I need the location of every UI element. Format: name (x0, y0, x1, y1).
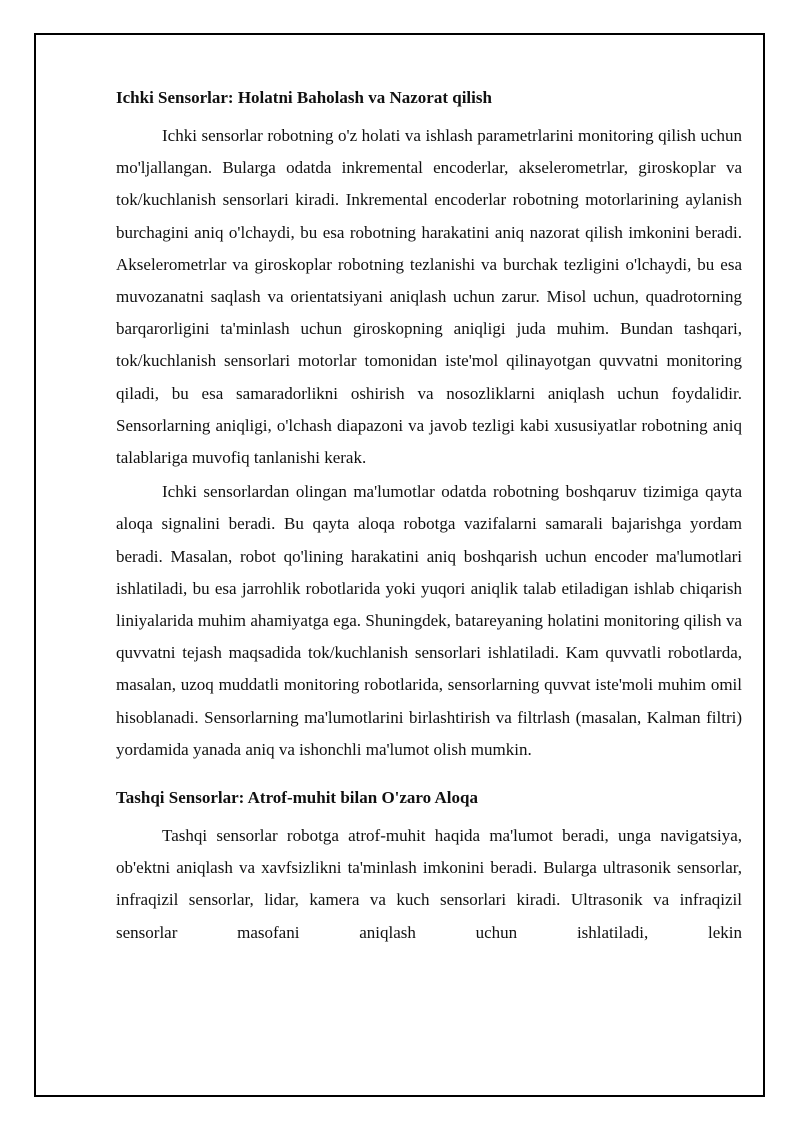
section-heading-internal-sensors: Ichki Sensorlar: Holatni Baholash va Nazorat qilish (116, 88, 492, 107)
paragraph: Tashqi sensorlar robotga atrof-muhit haqida ma'lumot beradi, unga navigatsiya, ob'ektni aniqlash va xavfsizlikni ta'minlash imkonini beradi. Bularga ultrasonik sensorlar, infraqizil sensorlar, lidar, kamera va kuch sensorlari kiradi. Ultrasonik va infraqizil sensorlar masofani aniqlash uchun ishlatiladi, lekin (116, 826, 742, 942)
document-body (116, 86, 742, 951)
paragraph: Ichki sensorlar robotning o'z holati va ishlash parametrlarini monitoring qilish uchun mo'ljallangan. Bularga odatda inkremental encoderlar, akselerometrlar, giroskoplar va tok/kuchlanish sensorlari kiradi. Inkremental encoderlar robotning motorlarining aylanish burchagini aniq o'lchaydi, bu esa robotning harakatini aniq nazorat qilish imkonini beradi. Akselerometrlar va giroskoplar robotning tezlanishi va burchak tezligini o'lchaydi, bu esa muvozanatni saqlash va orientatsiyani aniqlash uchun zarur. Misol uchun, quadrotorning barqarorligini ta'minlash uchun giroskopning aniqligi juda muhim. Bundan tashqari, tok/kuchlanish sensorlari motorlar tomonidan iste'mol qilinayotgan quvvatni monitoring qiladi, bu esa samaradorlikni oshirish va nosozliklarni aniqlash uchun foydalidir. Sensorlarning aniqligi, o'lchash diapazoni va javob tezligi kabi xususiyatlar robotning aniq talablariga muvofiq tanlanishi kerak. (116, 126, 742, 468)
section-heading-external-sensors: Tashqi Sensorlar: Atrof-muhit bilan O'zaro Aloqa (116, 788, 478, 808)
paragraph: Ichki sensorlardan olingan ma'lumotlar odatda robotning boshqaruv tizimiga qayta aloqa signalini beradi. Bu qayta aloqa robotga vazifalarni samarali bajarishga yordam beradi. Masalan, robot qo'lining harakatini aniq boshqarish uchun encoder ma'lumotlari ishlatiladi, bu esa jarrohlik robotlarida yoki yuqori aniqlik talab etiladigan ishlab chiqarish liniyalarida muhim ahamiyatga ega. Shuningdek, batareyaning holatini monitoring qilish va quvvatni tejash maqsadida tok/kuchlanish sensorlari ishlatiladi. Kam quvvatli robotlarda, masalan, uzoq muddatli monitoring robotlarida, sensorlarning quvvat iste'moli muhim omil hisoblanadi. Sensorlarning ma'lumotlarini birlashtirish va filtrlash (masalan, Kalman filtri) yordamida yanada aniq va ishonchli ma'lumot olish mumkin. (116, 482, 742, 759)
